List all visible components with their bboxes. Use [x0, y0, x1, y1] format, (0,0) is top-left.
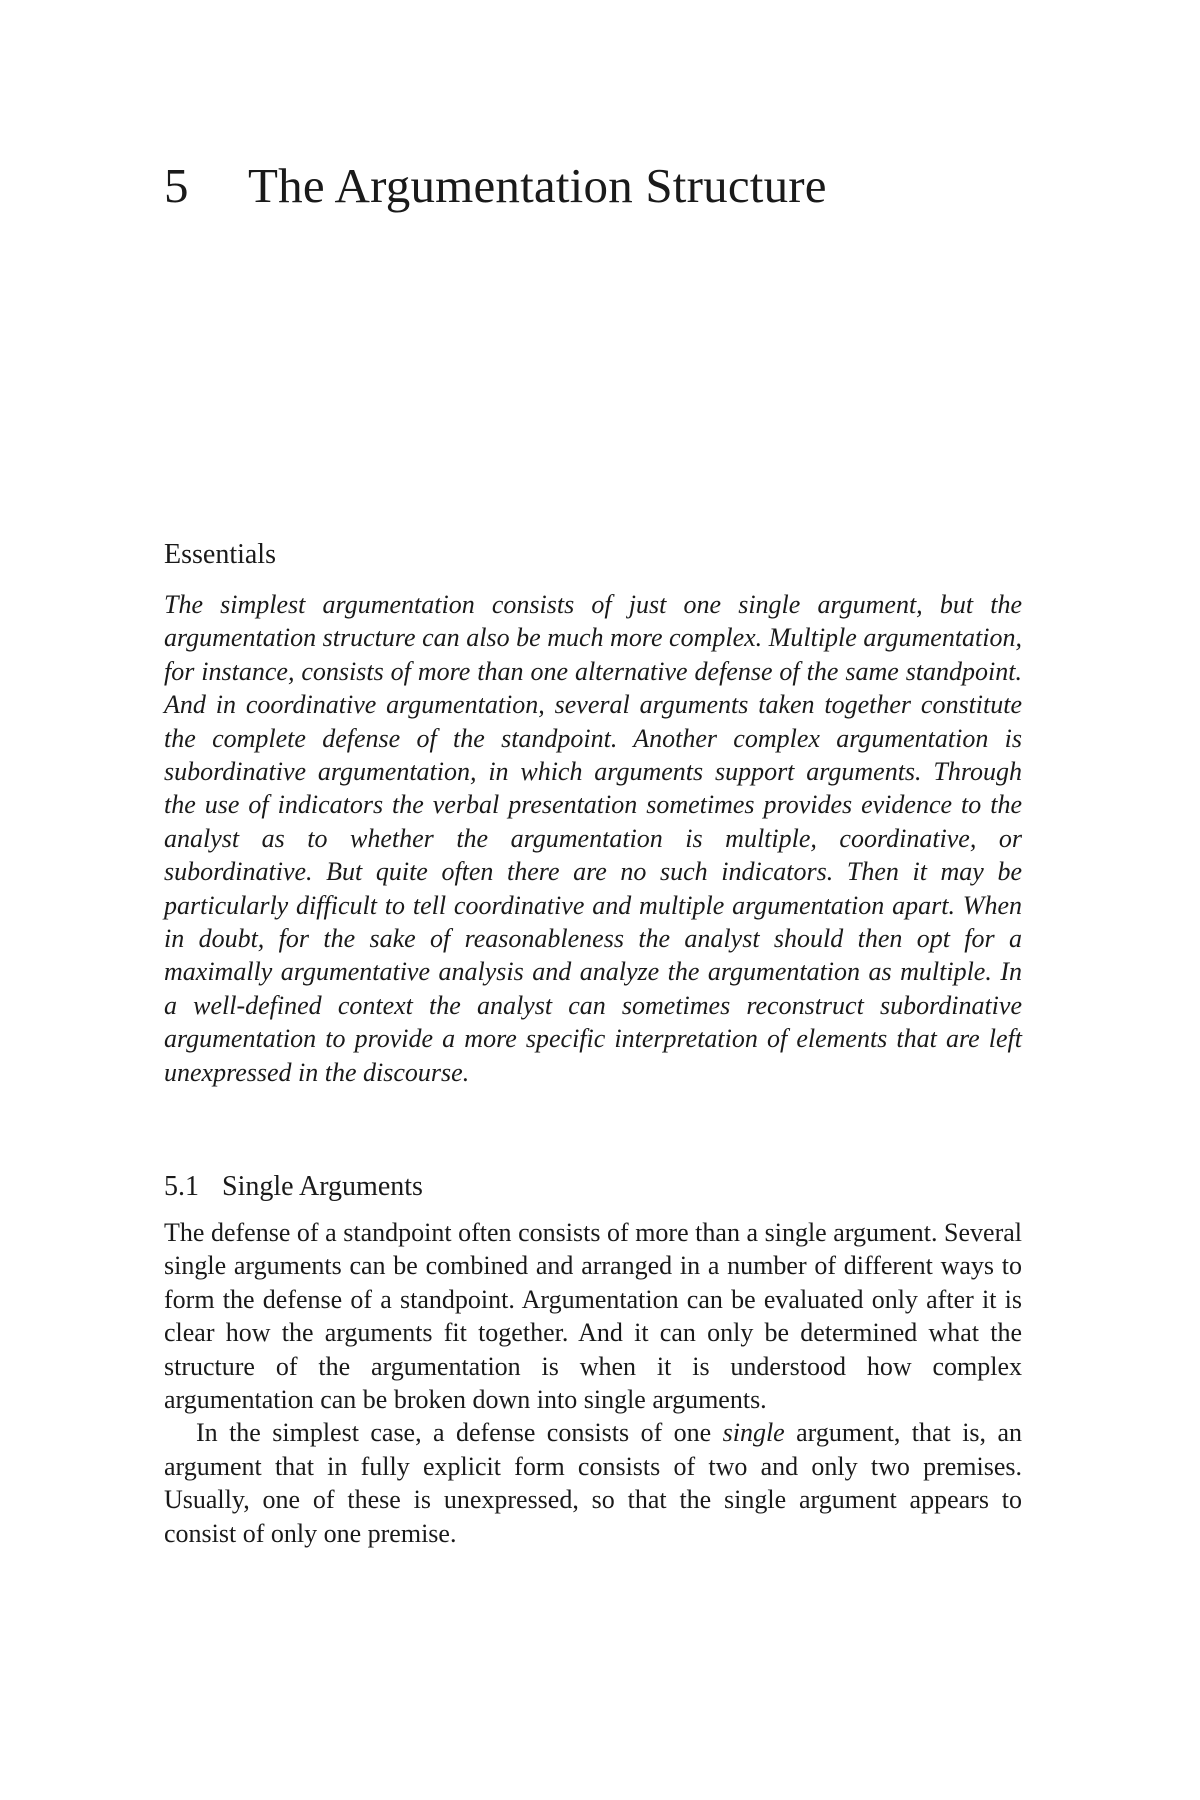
essentials-heading: Essentials — [164, 539, 276, 570]
section-heading — [164, 1170, 423, 1204]
paragraph-2-end: argument, that is, an argument that in fully explicit form consists of two and only two premises. Usually, one of these is unexpressed, so that the single argument appears to consist of only one premise. — [164, 1418, 1022, 1548]
section-title: Single Arguments — [222, 1171, 423, 1202]
section-body — [164, 1216, 1022, 1550]
chapter-number: 5 — [164, 158, 189, 213]
chapter-title — [164, 156, 827, 216]
section-number: 5.1 — [164, 1171, 199, 1202]
paragraph-2-emphasis: single — [722, 1418, 785, 1448]
body-paragraph-1: The defense of a standpoint often consists of more than a single argument. Several single arguments can be combined and arranged in a number of different ways to form the defense of a standpoint. Argumentation can be evaluated only after it is clear how the arguments fit together. And it can only be determined what the structure of the argumentation is when it is understood how complex argumentation can be broken down into single arguments. — [164, 1218, 1022, 1415]
essentials-text: The simplest argumentation consists of just one single argument, but the argumentation structure can also be much more complex. Multiple argumentation, for instance, consists of more than one alternative defense of the same standpoint. And in coordinative argumentation, several arguments taken together constitute the complete defense of the standpoint. Another complex argumentation is subordinative argumentation, in which arguments support arguments. Through the use of indicators the verbal presentation sometimes provides evidence to the analyst as to whether the argumentation is multiple, coordinative, or subordinative. But quite often there are no such indicators. Then it may be particularly difficult to tell coordinative and multiple argumentation apart. When in doubt, for the sake of reasonableness the analyst should then opt for a maximally argumentative analysis and analyze the argumentation as multiple. In a well-defined context the analyst can sometimes reconstruct subordinative argumentation to provide a more specific interpretation of elements that are left unexpressed in the discourse. — [164, 590, 1022, 1087]
body-paragraph-2 — [164, 1416, 1022, 1550]
paragraph-2-start: In the simplest case, a defense consists of one — [196, 1418, 723, 1448]
chapter-title-text: The Argumentation Structure — [248, 158, 827, 213]
